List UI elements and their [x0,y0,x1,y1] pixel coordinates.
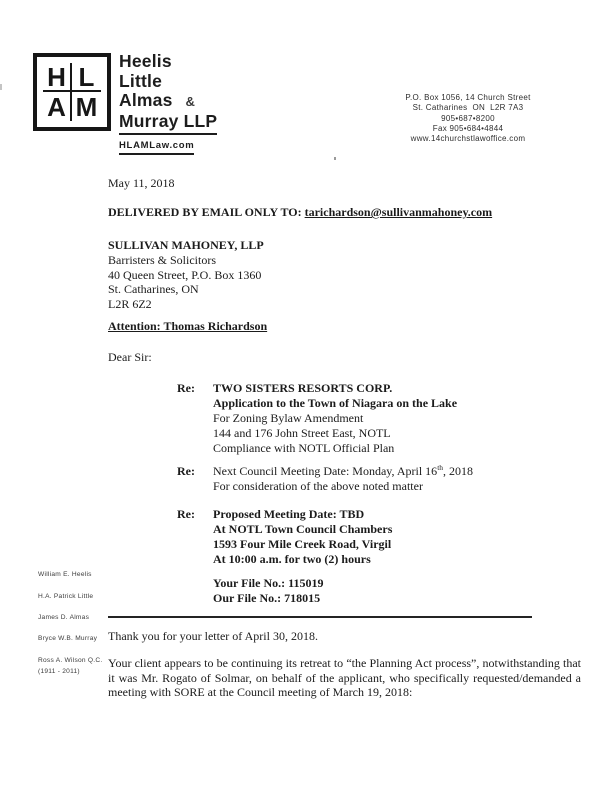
margin-lawyer-name: Ross A. Wilson Q.C. [38,657,103,664]
firm-name-almas: Almas [119,90,173,110]
your-file-number: Your File No.: 115019 [213,576,324,590]
re-subject-line [213,464,473,479]
ampersand-glyph: & [185,94,196,109]
recipient-address-line: 40 Queen Street, P.O. Box 1360 [108,267,262,282]
firm-logo-monogram [43,63,101,121]
scan-artifact [0,84,2,90]
letterhead-contact-block [352,93,584,144]
attention-line: Attention: Thomas Richardson [108,319,268,333]
margin-lawyer-years: (1911 - 2011) [38,668,80,675]
logo-letter-h: H [43,63,72,92]
re-subject-line: For consideration of the above noted matter [213,479,423,493]
recipient-address-line: St. Catharines, ON [108,282,199,297]
firm-name-block [119,52,217,155]
file-numbers-block [213,576,323,606]
margin-lawyer-name: H.A. Patrick Little [38,593,94,600]
firm-name-line [119,91,217,112]
firm-name-murray: Murray LLP [119,112,217,136]
re-label: Re: [177,464,195,478]
contact-website: www.14churchstlawoffice.com [410,134,526,144]
re-subject-line: 144 and 176 John Street East, NOTL [213,426,391,440]
firm-logo [33,53,111,131]
margin-lawyer-name: James D. Almas [38,614,90,621]
logo-letter-l: L [72,63,101,92]
logo-letter-a: A [43,92,72,121]
recipient-postal-code: L2R 6Z2 [108,297,152,312]
logo-letter-m: M [75,91,98,122]
meeting-year-text: , 2018 [443,464,474,478]
delivery-label: DELIVERED BY EMAIL ONLY TO: [108,205,305,219]
body-paragraph-thanks: Thank you for your letter of April 30, 2018. [108,629,318,643]
re-block-proposed-meeting [177,507,392,567]
re-subject-line: Application to the Town of Niagara on the Lake [213,396,458,410]
re-label: Re: [177,507,195,521]
meeting-date-text: Next Council Meeting Date: Monday, April 16 [213,464,438,478]
contact-fax: Fax 905•684•4844 [432,123,504,133]
margin-lawyer-name: Bryce W.B. Murray [38,635,98,642]
contact-address-line: P.O. Box 1056, 14 Church Street [405,93,531,102]
letter-date: May 11, 2018 [108,176,175,190]
re-subject-line: 1593 Four Mile Creek Road, Virgil [213,537,392,551]
body-paragraph-main: Your client appears to be continuing its retreat to “the Planning Act process”, notwithstanding that it was Mr. Rogato of Solmar, on behalf of the applicant, who specifically requested/demanded a meeting with SORE at the Council meeting of March 19, 2018: [108,656,581,700]
delivery-line [108,205,492,220]
firm-website: HLAMLaw.com [119,140,194,155]
scan-artifact [334,157,336,160]
re-label: Re: [177,381,195,395]
recipient-email: tarichardson@sullivanmahoney.com [304,205,493,219]
recipient-address-line: Barristers & Solicitors [108,252,216,267]
divider-line [108,616,532,618]
contact-phone: 905•687•8200 [441,113,495,123]
recipient-address-block [108,238,264,312]
re-subject-line: At NOTL Town Council Chambers [213,522,393,536]
re-subject-line: Proposed Meeting Date: TBD [213,507,365,521]
margin-lawyer-name: William E. Heelis [38,571,92,578]
firm-name-line: Little [119,70,163,91]
re-block-application [177,381,457,456]
re-subject-line: At 10:00 a.m. for two (2) hours [213,552,371,566]
salutation: Dear Sir: [108,350,152,364]
re-subject-line: TWO SISTERS RESORTS CORP. [213,381,393,395]
recipient-firm-name: SULLIVAN MAHONEY, LLP [108,238,264,252]
re-block-next-meeting [177,464,473,494]
re-subject-line: For Zoning Bylaw Amendment [213,411,364,425]
contact-address-line: St. Catharines ON L2R 7A3 [412,103,524,113]
ordinal-suffix: th [437,463,444,472]
re-subject-line: Compliance with NOTL Official Plan [213,441,395,455]
firm-name-line: Heelis [119,51,172,71]
our-file-number: Our File No.: 718015 [213,591,321,606]
